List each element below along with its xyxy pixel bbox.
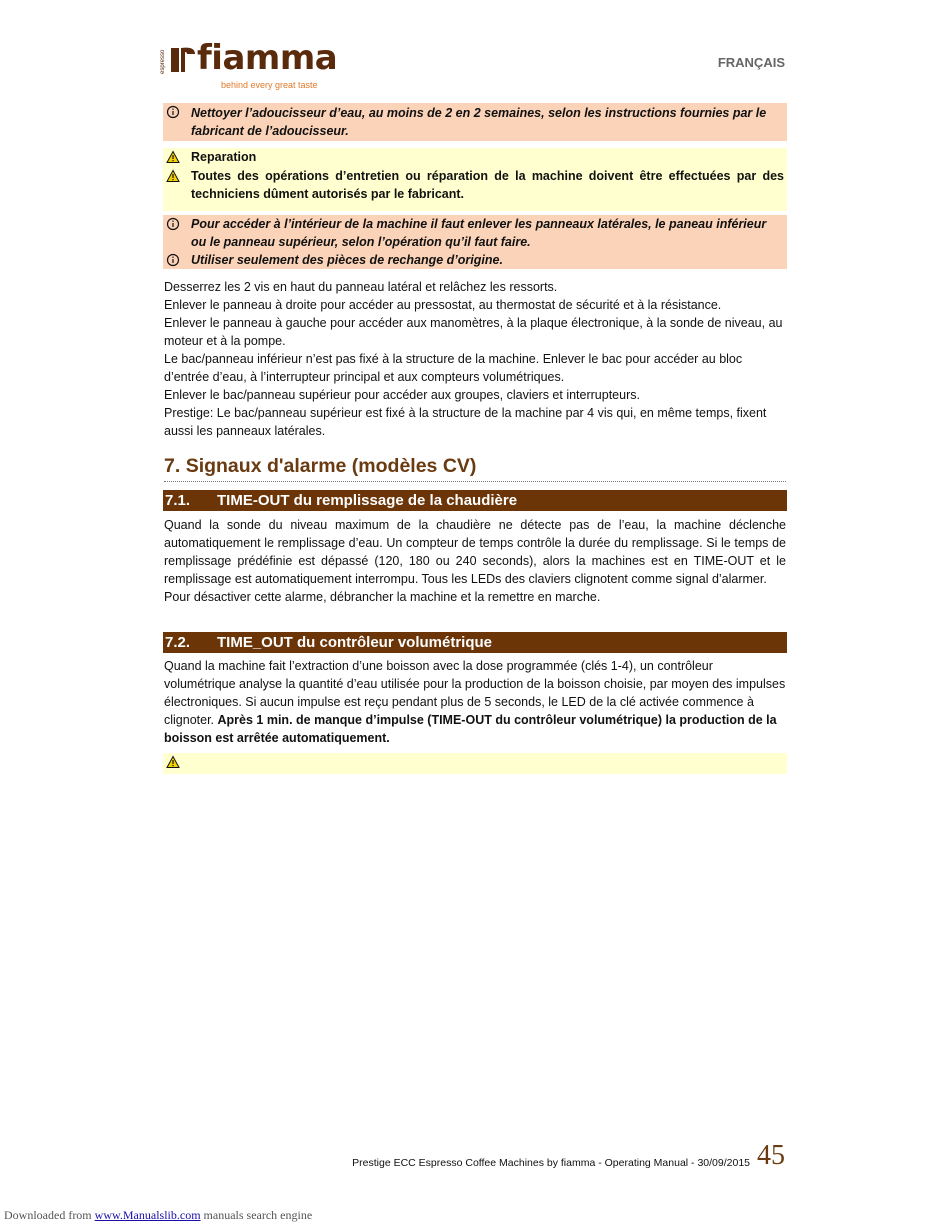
- logo-brand-text: fiamma: [197, 38, 338, 78]
- instruction-line: Prestige: Le bac/panneau supérieur est fixé à la structure de la machine par 4 vis qui, en même temps, fixent aussi les panneaux latérales.: [164, 406, 767, 438]
- warning-icon: [166, 755, 180, 769]
- download-suffix: manuals search engine: [203, 1208, 313, 1222]
- subsection-paragraph-bold: Après 1 min. de manque d’impulse (TIME-OUT du contrôleur volumétrique) la production de la boisson est arrêtée automatiquement.: [164, 713, 777, 745]
- subsection-7-1-body: [164, 516, 786, 606]
- instruction-line: Le bac/panneau inférieur n’est pas fixé à la structure de la machine. Enlever le bac pour accéder au bloc d’entrée d’eau, à l’interrupteur principal et aux compteurs volumétriques.: [164, 352, 743, 384]
- info-icon: [166, 105, 180, 119]
- notice-softener-text: Nettoyer l’adoucisseur d’eau, au moins de 2 en 2 semaines, selon les instructions fournies par le fabricant de l’adoucisseur.: [191, 106, 767, 138]
- subsection-number: 7.2.: [165, 634, 191, 651]
- footer-text: Prestige ECC Espresso Coffee Machines by fiamma - Operating Manual - 30/09/2015: [352, 1157, 750, 1169]
- notice-warning-empty: [163, 753, 787, 774]
- fiamma-logo: [160, 38, 338, 92]
- info-icon: [166, 253, 180, 267]
- subsection-7-2-body: [164, 657, 786, 747]
- page-number: 45: [757, 1140, 785, 1171]
- notice-access: [163, 215, 787, 269]
- notice-repair-text: Toutes des opérations d’entretien ou réparation de la machine doivent être effectuées par des techniciens dûment autorisés par le fabricant.: [191, 169, 784, 201]
- language-label: FRANÇAIS: [717, 55, 785, 70]
- subsection-title: TIME-OUT du remplissage de la chaudière: [217, 492, 518, 509]
- subsection-paragraph: Pour désactiver cette alarme, débrancher la machine et la remettre en marche.: [164, 590, 601, 604]
- manualslib-link[interactable]: www.Manualslib.com: [94, 1208, 201, 1222]
- section-number: 7.: [164, 455, 181, 477]
- subsection-heading-7-2: [163, 632, 787, 653]
- subsection-paragraph: Quand la machine fait l’extraction d’une boisson avec la dose programmée (clés 1-4), un contrôleur volumétrique analyse la quantité d’eau utilisée pour la production de la boisson choisie, par moyen des impulses électroniques. Si aucun impulse est reçu pendant plus de 5 seconds, le LED de la clé activée commence à clignoter.: [164, 659, 786, 727]
- warning-icon: [166, 150, 180, 164]
- logo-side-text: espresso: [160, 49, 166, 74]
- section-heading: [164, 455, 786, 482]
- instructions-paragraph: [164, 278, 786, 440]
- download-notice: [4, 1208, 312, 1223]
- instruction-line: Enlever le panneau à droite pour accéder au pressostat, au thermostat de sécurité et à la résistance.: [164, 298, 722, 312]
- section-title: Signaux d'alarme (modèles CV): [185, 455, 477, 477]
- notice-access-text: Pour accéder à l’intérieur de la machine il faut enlever les panneaux latérales, le paneau inférieur ou le panneau supérieur, selon l’opération qu’il faut faire.: [191, 217, 767, 249]
- notice-repair: [163, 148, 787, 211]
- logo-tagline: behind every great taste: [221, 80, 318, 90]
- fiamma-logo-mark-icon: [169, 44, 199, 76]
- subsection-number: 7.1.: [165, 492, 191, 509]
- instruction-line: Enlever le bac/panneau supérieur pour accéder aux groupes, claviers et interrupteurs.: [164, 388, 640, 402]
- instruction-line: Desserrez les 2 vis en haut du panneau latéral et relâchez les ressorts.: [164, 280, 558, 294]
- notice-repair-title: Reparation: [191, 150, 257, 164]
- subsection-title: TIME_OUT du contrôleur volumétrique: [217, 634, 493, 651]
- subsection-heading-7-1: [163, 490, 787, 511]
- notice-softener: [163, 103, 787, 141]
- warning-icon: [166, 169, 180, 183]
- subsection-paragraph: Quand la sonde du niveau maximum de la chaudière ne détecte pas de l’eau, la machine déclenche automatiquement le remplissage d’eau. Un compteur de temps contrôle la durée du remplissage. Si le temps de remplissage prédéfinie est dépassé (120, 180 ou 240 seconds), alors la machines est en TIME-OUT et le remplissage est automatiquement interrompu. Tous les LEDs des claviers clignotent comme signal d’alarmer.: [164, 518, 786, 586]
- info-icon: [166, 217, 180, 231]
- download-prefix: Downloaded from: [4, 1208, 92, 1222]
- notice-original-parts-text: Utiliser seulement des pièces de rechange d’origine.: [191, 253, 503, 267]
- instruction-line: Enlever le panneau à gauche pour accéder aux manomètres, à la plaque électronique, à la sonde de niveau, au moteur et à la pompe.: [164, 316, 783, 348]
